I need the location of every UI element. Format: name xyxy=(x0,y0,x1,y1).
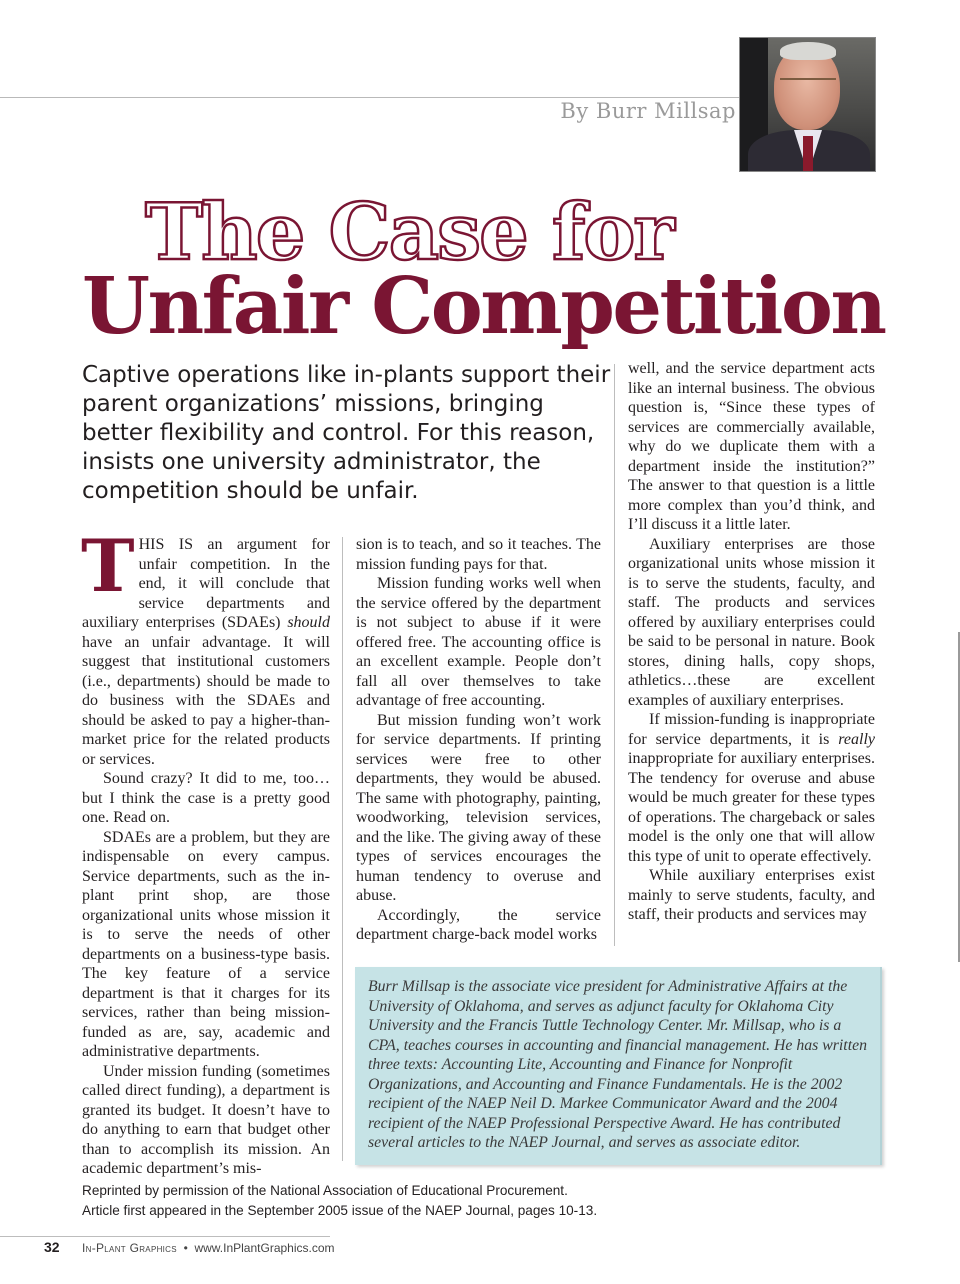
drop-cap: T xyxy=(81,523,135,608)
paragraph: Under mission funding (sometimes called direct funding), a department is granted its budget. It doesn’t have to do anything to earn that budget other than to accomplish its mission. An academic department’s mis- xyxy=(82,1062,330,1177)
author-bio-text: Burr Millsap is the associate vice president for Administrative Affairs at the University of Oklahoma, and serves as adjunct faculty for Oklahoma City University and the Francis Tuttle Technology Center. Mr. Millsap, who is a CPA, teaches courses in accounting and financial management. He has written three texts: Accounting Lite, Accounting and Finance for Nonprofit Organizations, and Accounting and Finance Fundamentals. He is the 2002 recipient of the NAEP Neil D. Markee Communicator Award and the 2004 recipient of the NAEP Professional Perspective Award. He has contributed several articles to the NAEP Journal, and serves as associate editor. xyxy=(368,978,867,1151)
title-line-2: Unfair Competition xyxy=(82,261,885,352)
paragraph: If mission-funding is inappropriate for service departments, it is really inappropriate for auxiliary enterprises. The tendency for overuse and abuse would be much greater for these types of operations. The chargeback or sales model is the only one that will allow this type of unit to operate effectively. xyxy=(628,711,875,865)
paragraph: While auxiliary enterprises exist mainly to serve students, faculty, and staff, their products and services may xyxy=(628,867,875,923)
paragraph: Mission funding works well when the service offered by the department is not subject to abuse if it were offered free. The accounting office is an excellent example. People don’t fall all over themselves to take advantage of free accounting. xyxy=(356,575,601,709)
paragraph: well, and the service department acts like an internal business. The obvious question is, “Since these types of services are commercially available, why do we duplicate them with a department inside the institution?” The answer to that question is a little more complex than you’d think, and I’ll discuss it a little later. xyxy=(628,360,875,533)
byline: By Burr Millsap xyxy=(560,99,736,123)
body-column-3 xyxy=(628,359,875,925)
author-bio-box xyxy=(355,967,882,1165)
paragraph: Accordingly, the service department charge-back model works xyxy=(356,906,601,943)
footer-separator: • xyxy=(183,1241,188,1255)
publication-website: www.InPlantGraphics.com xyxy=(194,1241,335,1255)
reprint-line-2: Article first appeared in the September 2005 issue of the NAEP Journal, pages 10-13. xyxy=(82,1203,598,1218)
column-rule xyxy=(342,537,343,1161)
footer-rule xyxy=(0,1236,330,1237)
paragraph: THIS IS an argument for unfair competition. In the end, it will conclude that service departments and auxiliary enterprises (SDAEs) should have an unfair advantage. It will suggest that institutional customers (i.e., departments) should be made to do business with the SDAEs and should be asked to pay a higher-than-market price for the related products or services. xyxy=(81,523,330,768)
publication-name: In-Plant Graphics xyxy=(82,1241,177,1255)
author-photo xyxy=(739,37,876,172)
page-number: 32 xyxy=(44,1239,60,1255)
footer-publication-line xyxy=(82,1241,335,1255)
paragraph: But mission funding won’t work for service departments. If printing services were free to other departments, they would be abused. The same with photography, painting, woodworking, television services, and the like. The giving away of these types of services encourages the human tendency to overuse and abuse. xyxy=(356,711,601,904)
column-rule xyxy=(614,364,615,946)
paragraph: Sound crazy? It did to me, too… but I think the case is a pretty good one. Read on. xyxy=(82,770,330,826)
reprint-notice xyxy=(82,1181,782,1221)
title-line-1: The Case for xyxy=(145,187,673,278)
paragraph: Auxiliary enterprises are those organizational units whose mission it is to serve the students, faculty, and staff. The products and services offered by auxiliary enterprises could be said to be personal in nature. Book stores, dining halls, copy shops, athletics…these are excellent examples of auxiliary enterprises. xyxy=(628,535,875,709)
article-deck: Captive operations like in-plants support their parent organizations’ missions, bringing better flexibility and control. For this reason, insists one university administrator, the competition should be unfair. xyxy=(82,362,611,504)
reprint-line-1: Reprinted by permission of the National Association of Educational Procurement. xyxy=(82,1183,568,1198)
header-rule xyxy=(0,97,740,98)
paragraph: SDAEs are a problem, but they are indispensable on every campus. Service departments, such as the in-plant print shop, are those organizational units whose mission it is to serve the needs of other departments on a business-type basis. The key feature of a service department is that it charges for its services, rather than being mission-funded as are, say, academic and administrative departments. xyxy=(82,828,330,1060)
paragraph: sion is to teach, and so it teaches. The mission funding pays for that. xyxy=(356,536,601,573)
body-column-1 xyxy=(81,523,330,1179)
body-column-2 xyxy=(356,535,601,945)
